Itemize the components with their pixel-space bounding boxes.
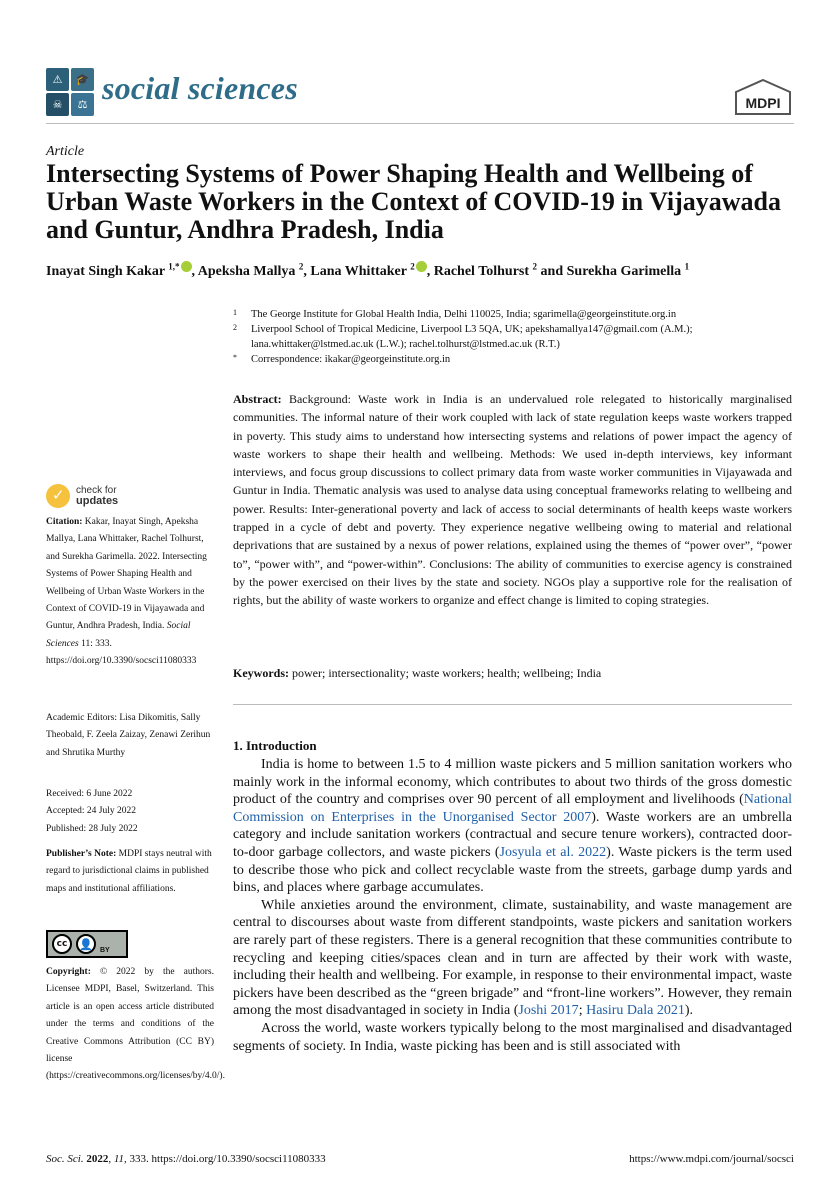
affiliation-text: The George Institute for Global Health India, Delhi 110025, India; sgarimella@georgeinstitute.org.in xyxy=(251,309,677,320)
author-affil-mark: 2 xyxy=(410,261,415,272)
footer-citation: Soc. Sci. 2022, 11, 333. https://doi.org/10.3390/socsci11080333 xyxy=(46,1153,326,1165)
affiliation-text: Liverpool School of Tropical Medicine, Liverpool L3 5QA, UK; apekshamallya147@gmail.com (A.M.); lana.whittaker@lstmed.ac.uk (L.W.); rachel.tolhurst@lstmed.ac.uk (R.T.) xyxy=(251,324,693,350)
paragraph: Across the world, waste workers typically belong to the most marginalised and disadvantaged segments of society. In India, waste picking has been and is still associated with xyxy=(233,1020,792,1054)
affiliation-text: Correspondence: ikakar@georgeinstitute.org.in xyxy=(251,354,451,365)
author-separator: , xyxy=(426,264,434,279)
publisher-note-text: MDPI stays neutral with regard to jurisdictional claims in published maps and institutional affiliations. xyxy=(46,849,212,894)
article-type: Article xyxy=(46,144,85,159)
check-updates-text xyxy=(76,485,118,507)
publisher-note xyxy=(46,846,214,898)
logo-cell: ☠ xyxy=(46,93,69,116)
publisher-note-label: Publisher’s Note: xyxy=(46,849,117,859)
affiliations xyxy=(233,307,793,367)
publisher-name: MDPI xyxy=(745,95,781,111)
author-name[interactable]: Inayat Singh Kakar xyxy=(46,264,165,279)
reference-link[interactable]: Joshi 2017 xyxy=(518,1003,579,1019)
received-date: Received: 6 June 2022 xyxy=(46,789,133,799)
author-name[interactable]: Apeksha Mallya xyxy=(197,264,296,279)
article-title: Intersecting Systems of Power Shaping Health and Wellbeing of Urban Waste Workers in the Context of COVID-19 in Vijayawada and Guntur, Andhra Pradesh, India xyxy=(46,159,782,244)
text-run: ). Waste pickers is the term used to describe those who pick and collect recyclable waste from the streets, garbage dump yards and bins, and places where garbage accumulates. xyxy=(233,844,792,896)
citation-label: Citation: xyxy=(46,517,83,527)
footer-url[interactable]: https://www.mdpi.com/journal/socsci xyxy=(629,1153,794,1165)
accepted-date: Accepted: 24 July 2022 xyxy=(46,806,136,817)
footer-journal: Soc. Sci. xyxy=(46,1153,84,1165)
check-updates-line1: check for xyxy=(76,485,117,496)
introduction-body xyxy=(233,756,792,1055)
section-heading: 1. Introduction xyxy=(233,738,317,753)
section-divider xyxy=(233,704,792,705)
keywords xyxy=(233,666,792,681)
author-affil-mark: 2 xyxy=(298,261,304,272)
copyright-text: © 2022 by the authors. Licensee MDPI, Basel, Switzerland. This article is an open access article distributed under the terms and conditions of the Creative Commons Attribution (CC BY) license (https://creativecommons.org/licenses/by/4.0/). xyxy=(46,967,225,1082)
text-run: ). Waste workers are an umbrella category and include sanitation workers (contractual and secure tenure workers), contracted door-to-door garbage collectors, and waste pickers ( xyxy=(233,809,792,860)
academic-editors: Academic Editors: Lisa Dikomitis, Sally Theobald, F. Zeela Zaizay, Zenawi Zerihun and Shrutika Murthy xyxy=(46,713,211,758)
copyright-label: Copyright: xyxy=(46,967,91,977)
by-person-icon: 👤 xyxy=(76,934,96,954)
orcid-icon[interactable] xyxy=(181,261,192,272)
author-name[interactable]: Lana Whittaker xyxy=(310,264,407,279)
logo-cell: 🎓 xyxy=(71,68,94,91)
keywords-text: power; intersectionality; waste workers; health; wellbeing; India xyxy=(292,666,602,680)
text-run: ; xyxy=(578,1003,587,1019)
paragraph xyxy=(233,897,792,1020)
citation-journal: Social Sciences xyxy=(46,621,191,649)
affiliation-item xyxy=(233,322,793,352)
published-date: Published: 28 July 2022 xyxy=(46,823,138,834)
author-separator: , xyxy=(191,264,198,279)
affiliation-mark: * xyxy=(233,353,237,362)
abstract-text: Background: Waste work in India is an undervalued role relegated to historically marginalised communities. The informal nature of their work coupled with lack of state regulation keeps waste workers trapped in poverty. This study aims to understand how intersecting systems and relations of power impact the agency of waste workers to shape their health and wellbeing. Methods: We used in-depth interviews, key informant interviews, and focus group discussions to collect primary data from waste worker communities in Vijayawada and Guntur in India. Thematic analysis was used to analyse data using conceptual frameworks relating to wellbeing and power. Results: Inter-generational poverty and lack of access to social determinants of health keeps waste workers trapped in a cycle of debt and poverty. They experience negative wellbeing owing to material and relational deprivations that are sustained by a nexus of power relations, explained using the themes of “power over”, “power to”, “power with”, and “power-within”. Conclusions: The ability of communities to exercise agency is constrained by the power exercised on their lives by the state and society. NGOs play a supportive role for the realisation of rights, but the ability of waste workers to organize and effect change is limited to coping strategies. xyxy=(233,392,793,608)
citation-text: Kakar, Inayat Singh, Apeksha Mallya, Lana Whittaker, Rachel Tolhurst, and Surekha Garimella. 2022. Intersecting Systems of Power Shaping Health and Wellbeing of Urban Waste Workers in the Context of COVID-19 in Vijayawada and Guntur, Andhra Pradesh, India. xyxy=(46,517,207,632)
mdpi-logo[interactable] xyxy=(732,78,794,116)
affiliation-mark: 1 xyxy=(233,308,237,317)
cc-by-license-badge[interactable] xyxy=(46,930,128,958)
footer-year: 2022 xyxy=(86,1153,109,1165)
page-footer xyxy=(46,1153,794,1165)
check-updates-icon xyxy=(46,484,70,508)
footer-doi[interactable]: , 333. https://doi.org/10.3390/socsci11080333 xyxy=(124,1153,326,1165)
citation-doi[interactable]: 11: 333. https://doi.org/10.3390/socsci11080333 xyxy=(46,638,197,667)
reference-link[interactable]: National Commission on Enterprises in the Unorganised Sector 2007 xyxy=(233,792,792,825)
header-divider xyxy=(46,123,794,124)
keywords-label: Keywords: xyxy=(233,666,289,680)
reference-link[interactable]: Josyula et al. 2022 xyxy=(499,844,607,860)
journal-logo xyxy=(46,68,94,116)
author-name[interactable]: Rachel Tolhurst xyxy=(433,264,530,279)
author-separator: , xyxy=(303,264,311,279)
text-run: While anxieties around the environment, climate, sustainability, and waste management are central to discourses about waste from different standpoints, waste pickers and sanitation workers are rarely part of these registers. There is a general recognition that these communities contribute to recycling and keeping cities/spaces clean and in turn are affected by their work with waste, including their health and wellbeing. For example, in response to their environmental impact, waste pickers have been described as the “green brigade” and “front-line workers”. However, they remain among the most disadvantaged in society in India ( xyxy=(233,897,792,1019)
affiliation-item xyxy=(233,307,793,322)
logo-cell: ⚠ xyxy=(46,68,69,91)
publication-dates xyxy=(46,786,214,838)
by-label: BY xyxy=(100,947,110,954)
orcid-icon[interactable] xyxy=(416,261,427,272)
author-affil-mark: 1 xyxy=(684,261,690,272)
logo-cell: ⚖ xyxy=(71,93,94,116)
author-affil-mark: 1,* xyxy=(168,261,180,272)
affiliation-mark: 2 xyxy=(233,323,237,332)
author-name[interactable]: Surekha Garimella xyxy=(566,264,682,279)
text-run: ). xyxy=(684,1003,694,1019)
cc-icon: cc xyxy=(52,934,72,954)
citation-block xyxy=(46,514,214,671)
abstract-label: Abstract: xyxy=(233,392,282,406)
affiliation-item xyxy=(233,352,793,367)
check-updates-line2: updates xyxy=(76,495,119,507)
footer-volume: 11 xyxy=(113,1153,125,1165)
text-run: India is home to between 1.5 to 4 million waste pickers and 5 million sanitation workers who mainly work in the informal economy, which contributes to about two thirds of the gross domestic product of the country and comprises over 90 percent of all employment and livelihoods ( xyxy=(233,757,792,808)
copyright-block xyxy=(46,964,225,1086)
journal-name[interactable]: social sciences xyxy=(102,70,298,106)
abstract xyxy=(233,390,792,610)
paragraph xyxy=(233,756,792,897)
author-separator: and xyxy=(537,264,567,279)
author-affil-mark: 2 xyxy=(532,261,538,272)
author-list xyxy=(46,261,806,280)
check-for-updates-button[interactable] xyxy=(46,484,118,508)
reference-link[interactable]: Hasiru Dala 2021 xyxy=(586,1003,685,1019)
